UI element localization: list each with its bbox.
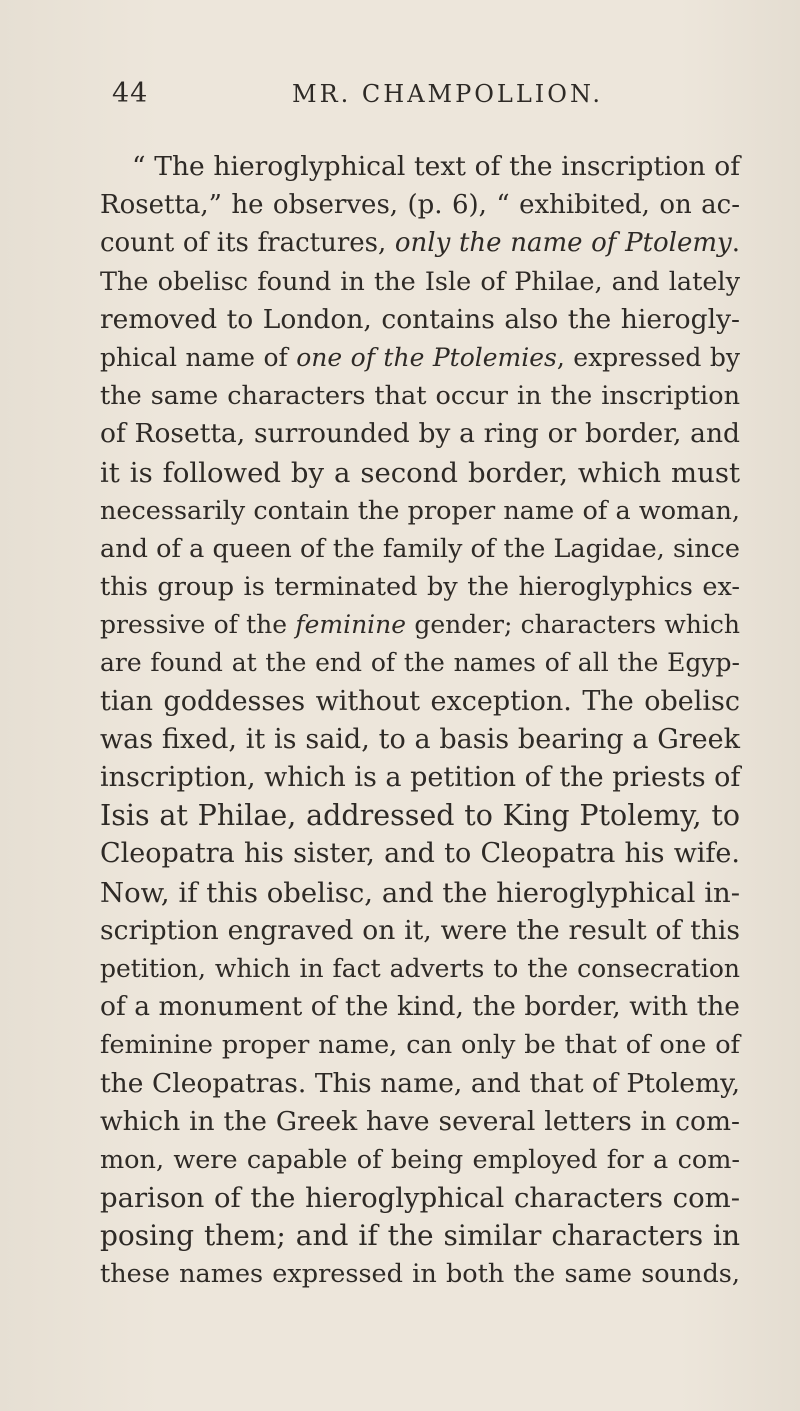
running-title: MR. CHAMPOLLION.	[292, 80, 604, 108]
text-segment: tian goddesses without exception. The obelisc	[100, 685, 740, 717]
page-header	[112, 78, 732, 118]
text-segment: petition, which in fact adverts to the consecration	[100, 953, 740, 983]
text-line	[100, 1179, 740, 1217]
text-line	[100, 415, 740, 453]
text-segment: these names expressed in both the same sounds,	[100, 1259, 740, 1290]
text-line	[100, 988, 740, 1026]
text-line	[100, 874, 740, 912]
text-segment: pressive of the	[100, 610, 296, 640]
text-segment: and of a queen of the family of the Lagidae, since	[100, 533, 740, 564]
text-line	[100, 301, 740, 339]
text-line	[100, 644, 740, 682]
italic-text: one of the Ptolemies	[296, 342, 557, 372]
text-segment: removed to London, contains also the hierogly-	[100, 303, 740, 335]
text-line	[100, 1217, 740, 1255]
text-line	[100, 263, 740, 301]
page-number: 44	[112, 78, 149, 109]
text-segment: Rosetta,” he observes, (p. 6), “ exhibited, on ac-	[100, 190, 740, 221]
text-line	[100, 683, 740, 721]
text-segment: necessarily contain the proper name of a woman,	[100, 495, 740, 526]
text-segment: this group is terminated by the hieroglyphics ex-	[100, 572, 740, 603]
text-segment: of a monument of the kind, the border, with the	[100, 991, 740, 1023]
text-line	[100, 606, 740, 644]
italic-text: feminine	[295, 610, 407, 640]
text-segment: parison of the hieroglyphical characters com-	[100, 1182, 740, 1215]
text-line	[100, 1255, 740, 1293]
text-segment: “ The hieroglyphical text of the inscription of	[132, 151, 740, 182]
text-line	[100, 797, 740, 835]
text-segment: scription engraved on it, were the result of this	[100, 914, 740, 946]
text-segment: of Rosetta, surrounded by a ring or border, and	[100, 418, 740, 450]
text-line	[100, 1103, 740, 1141]
text-segment: phical name of	[100, 342, 297, 372]
text-segment: are found at the end of the names of all the Egyp-	[100, 648, 740, 678]
text-line	[100, 835, 740, 873]
text-segment: Isis at Philae, addressed to King Ptolemy, to	[100, 799, 740, 833]
italic-text: only the name of Ptolemy	[394, 228, 732, 259]
text-line	[100, 377, 740, 415]
text-line	[100, 1026, 740, 1064]
text-line	[100, 186, 740, 224]
text-segment: which in the Greek have several letters in com-	[100, 1105, 740, 1137]
text-line	[100, 530, 740, 568]
text-line	[100, 568, 740, 606]
text-line	[100, 1065, 740, 1103]
text-segment: the Cleopatras. This name, and that of Ptolemy,	[100, 1067, 740, 1099]
text-segment: mon, were capable of being employed for a com-	[100, 1144, 740, 1175]
text-segment: .	[731, 228, 740, 259]
text-line	[100, 492, 740, 530]
text-line	[100, 339, 740, 377]
text-segment: , expressed by	[556, 342, 740, 372]
text-segment: inscription, which is a petition of the priests of	[100, 762, 741, 793]
text-segment: feminine proper name, can only be that of one of	[100, 1030, 740, 1061]
text-line	[100, 950, 740, 988]
text-line	[100, 759, 740, 797]
text-line	[100, 224, 740, 262]
text-segment: count of its fractures,	[100, 228, 395, 259]
text-segment: it is followed by a second border, which must	[100, 456, 740, 489]
text-segment: Cleopatra his sister, and to Cleopatra his wife.	[100, 838, 740, 870]
text-segment: The obelisc found in the Isle of Philae, and lately	[100, 266, 740, 297]
body-text	[100, 148, 740, 1294]
text-segment: was fixed, it is said, to a basis bearing a Greek	[100, 723, 740, 755]
text-line	[100, 454, 740, 492]
text-line	[100, 148, 740, 186]
text-segment: posing them; and if the similar characters in	[100, 1219, 740, 1253]
text-segment: gender; characters which	[406, 610, 740, 640]
text-segment: the same characters that occur in the inscription	[100, 381, 740, 412]
text-line	[100, 1141, 740, 1179]
text-line	[100, 912, 740, 950]
text-segment: Now, if this obelisc, and the hieroglyphical in-	[100, 876, 740, 909]
text-line	[100, 721, 740, 759]
